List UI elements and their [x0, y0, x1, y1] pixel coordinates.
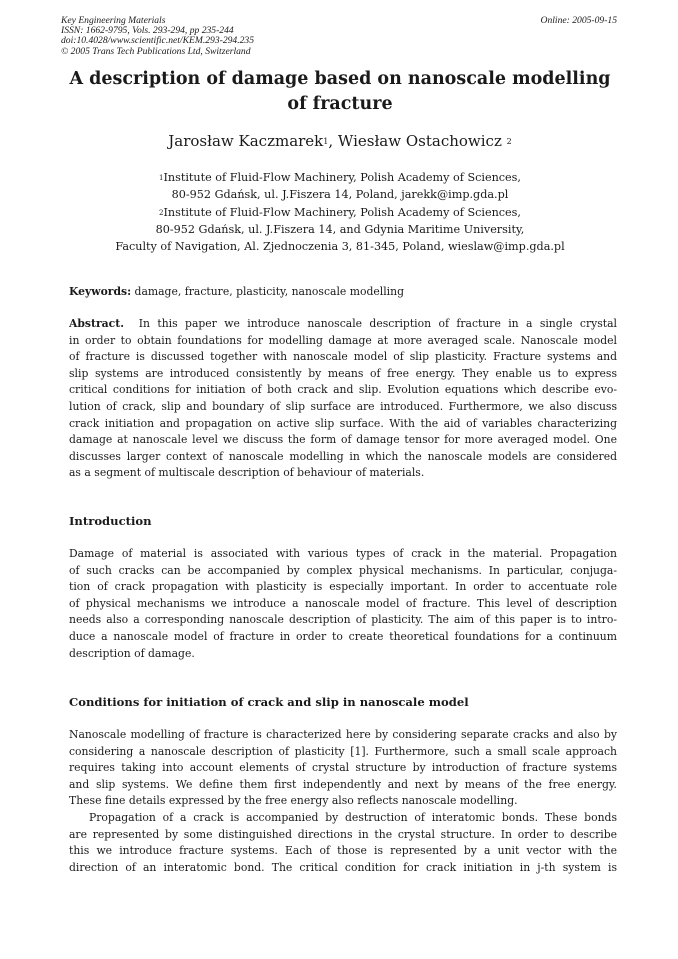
abstract-line: of fracture is discussed together with nanoscale model of slip plasticity. Fracture systems and: [69, 350, 617, 364]
title-line-2: of fracture: [287, 94, 393, 114]
abstract-line: damage at nanoscale level we discuss the form of damage tensor for more averaged model. One: [69, 433, 617, 447]
conditions-line: direction of an interatomic bond. The critical condition for crack initiation in j-th system is: [69, 860, 617, 874]
keywords: [69, 284, 617, 301]
introduction-paragraph: [69, 546, 617, 662]
affiliations: [60, 169, 620, 255]
affiliation-1-mark: 1: [159, 174, 164, 182]
abstract-label: Abstract.: [69, 317, 124, 330]
abstract-line: crack initiation and propagation on active slip surface. With the aid of variables characterizing: [69, 416, 617, 430]
intro-line: tion of crack propagation with plasticity is especially important. In order to accentuate role: [69, 580, 617, 594]
intro-line: description of damage.: [69, 646, 195, 660]
affiliation-2-line-3: Faculty of Navigation, Al. Zjednoczenia 3, 81-345, Poland, wieslaw@imp.gda.pl: [115, 240, 565, 254]
affiliation-2-line-1: $^2$Institute of Fluid-Flow Machinery, Polish Academy of Sciences,: [159, 205, 521, 219]
paper-title: [60, 67, 620, 117]
intro-line: needs also a corresponding nanoscale description of plasticity. The aim of this paper is to intro-: [69, 613, 617, 627]
abstract-line: discusses larger context of nanoscale modelling in which the nanoscale models are considered: [69, 449, 617, 463]
abstract-line: critical conditions for initiation of both crack and slip. Evolution equations which describe evo-: [69, 383, 617, 397]
author-1: Jarosław Kaczmarek: [168, 132, 324, 150]
intro-line: duce a nanoscale model of fracture in order to create theoretical foundations for a continuum: [69, 629, 617, 643]
intro-line: Damage of material is associated with various types of crack in the material. Propagation: [69, 547, 617, 560]
conditions-line: this we introduce fracture systems. Each of those is represented by a unit vector with the: [69, 844, 617, 858]
keywords-text: damage, fracture, plasticity, nanoscale modelling: [134, 285, 404, 298]
author-separator: ,: [328, 132, 338, 150]
conditions-line: These fine details expressed by the free energy also reflects nanoscale modelling.: [69, 794, 518, 808]
conditions-line: Propagation of a crack is accompanied by destruction of interatomic bonds. These bonds: [89, 810, 617, 824]
conditions-paragraph: [69, 727, 617, 876]
abstract-line: lution of crack, slip and boundary of slip surface are introduced. Furthermore, we also discuss: [69, 399, 617, 413]
journal-name: Key Engineering Materials: [61, 15, 166, 26]
conditions-line: and slip systems. We define them first independently and next by means of the free energy.: [69, 777, 617, 791]
abstract-line: slip systems are introduced consistently by means of free energy. They enable us to express: [69, 366, 617, 380]
conditions-line: requires taking into account elements of crystal structure by introduction of fracture systems: [69, 761, 617, 775]
intro-line: of such cracks can be accompanied by complex physical mechanisms. In particular, conjuga-: [69, 563, 617, 577]
abstract-line: as a segment of multiscale description of behaviour of materials.: [69, 466, 425, 480]
abstract-line: Abstract. In this paper we introduce nanoscale description of fracture in a single crystal: [69, 317, 617, 330]
section-heading-introduction: Introduction: [69, 514, 152, 528]
intro-line: of physical mechanisms we introduce a nanoscale model of fracture. This level of description: [69, 596, 617, 610]
author-2-affil-mark: 2: [506, 137, 512, 146]
conditions-line: Nanoscale modelling of fracture is characterized here by considering separate cracks and also by: [69, 728, 617, 741]
issn-line: ISSN: 1662-9795, Vols. 293-294, pp 235-244: [61, 25, 234, 37]
author-list: [60, 131, 620, 151]
author-2: Wiesław Ostachowicz: [337, 132, 502, 150]
journal-header: [61, 16, 617, 57]
doi-line: doi:10.4028/www.scientific.net/KEM.293-294.235: [61, 35, 255, 47]
affiliation-2-mark: 2: [159, 208, 164, 217]
affiliation-1-line-2: 80-952 Gdańsk, ul. J.Fiszera 14, Poland, jarekk@imp.gda.pl: [171, 188, 509, 202]
copyright-line: © 2005 Trans Tech Publications Ltd, Switzerland: [61, 45, 251, 57]
affiliation-2-line-2: 80-952 Gdańsk, ul. J.Fiszera 14, and Gdynia Maritime University,: [155, 222, 525, 236]
conditions-line: considering a nanoscale description of plasticity [1]. Furthermore, such a small scale approach: [69, 744, 617, 758]
section-heading-conditions: Conditions for initiation of crack and slip in nanoscale model: [69, 695, 469, 709]
author-1-affil-mark: 1: [323, 137, 329, 146]
title-line-1: A description of damage based on nanoscale modelling: [69, 69, 611, 89]
affiliation-1-line-1: $^1$Institute of Fluid-Flow Machinery, Polish Academy of Sciences,: [159, 171, 521, 184]
online-date: Online: 2005-09-15: [540, 15, 617, 26]
abstract: [69, 316, 617, 482]
keywords-label: Keywords:: [69, 285, 132, 298]
abstract-line: in order to obtain foundations for modelling damage at more averaged scale. Nanoscale model: [69, 333, 617, 347]
conditions-line: are represented by some distinguished directions in the crystal structure. In order to describe: [69, 827, 617, 841]
